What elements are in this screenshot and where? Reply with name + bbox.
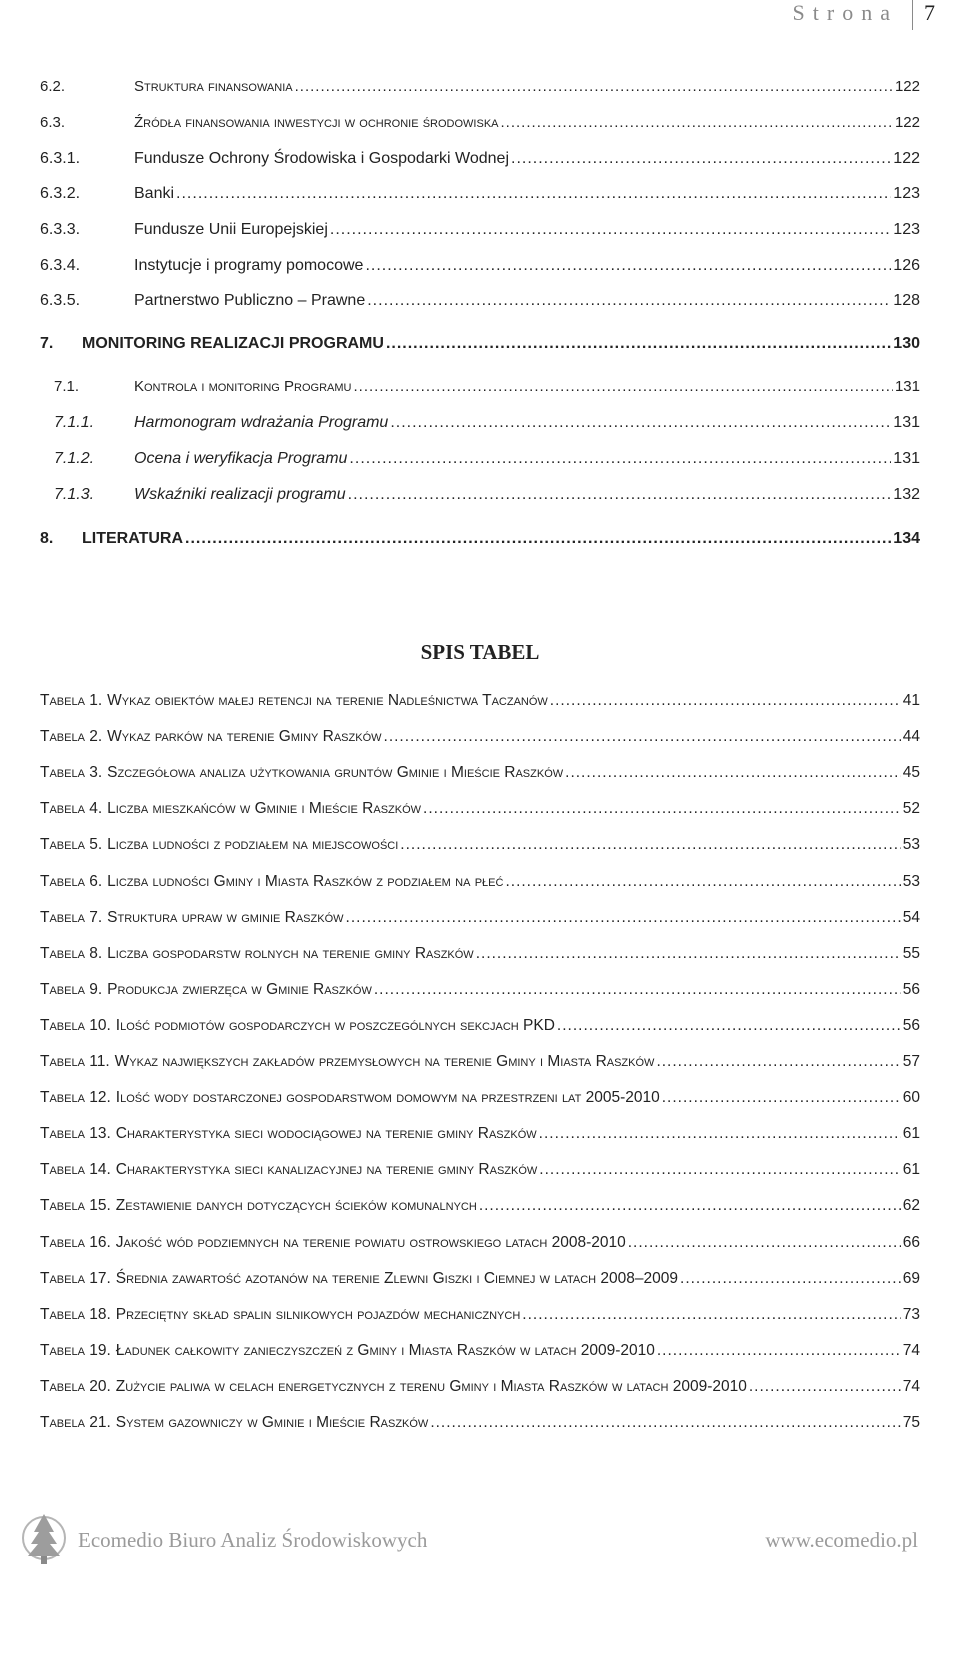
- table-entry-title: Liczba gospodarstw rolnych na terenie gminy Raszków: [107, 945, 474, 962]
- table-entry-number: Tabela 17.: [40, 1270, 111, 1287]
- table-entry-number: Tabela 21.: [40, 1414, 111, 1431]
- table-entry-title: Charakterystyka sieci kanalizacyjnej na terenie gminy Raszków: [115, 1161, 538, 1178]
- toc-entry-title: Struktura finansowania: [134, 78, 293, 95]
- table-list-entry[interactable]: [40, 1089, 920, 1117]
- table-entry-page: 56: [902, 1017, 920, 1034]
- table-entry-page: 62: [902, 1197, 920, 1214]
- dot-leader: [384, 728, 901, 746]
- toc-entry[interactable]: [54, 378, 920, 406]
- table-list-entry[interactable]: [40, 1306, 920, 1334]
- toc-entry-title: Kontrola i monitoring Programu: [134, 378, 352, 395]
- table-entry-number: Tabela 20.: [40, 1378, 111, 1395]
- table-entry-page: 54: [902, 909, 920, 926]
- pine-tree-logo-icon: [22, 1508, 66, 1566]
- table-entry-page: 53: [902, 836, 920, 853]
- table-list-entry[interactable]: [40, 836, 920, 864]
- toc-entry-page: 123: [893, 221, 920, 238]
- toc-entry[interactable]: [54, 414, 920, 442]
- dot-leader: [353, 378, 892, 395]
- table-entry-number: Tabela 2.: [40, 728, 103, 745]
- table-entry-title: Wykaz największych zakładów przemysłowych na terenie Gminy i Miasta Raszków: [114, 1053, 655, 1070]
- table-entry-number: Tabela 6.: [40, 873, 103, 890]
- table-entry-number: Tabela 9.: [40, 981, 103, 998]
- table-entry-number: Tabela 18.: [40, 1306, 111, 1323]
- tables-list-heading: SPIS TABEL: [420, 640, 540, 664]
- table-list-entry[interactable]: [40, 1270, 920, 1298]
- toc-entry[interactable]: [40, 292, 920, 320]
- table-entry-number: Tabela 15.: [40, 1197, 111, 1214]
- table-entry-number: Tabela 1.: [40, 692, 103, 709]
- table-entry-number: Tabela 16.: [40, 1234, 111, 1251]
- table-entry-number: Tabela 11.: [40, 1053, 110, 1070]
- dot-leader: [628, 1234, 901, 1252]
- toc-entry-number: 7.1.3.: [54, 486, 95, 503]
- toc-entry-title: Banki: [134, 185, 175, 202]
- table-entry-title: Liczba mieszkańców w Gminie i Mieście Raszków: [107, 800, 422, 817]
- dot-leader: [511, 150, 891, 168]
- table-list-entry[interactable]: [40, 909, 920, 937]
- dot-leader: [479, 1197, 901, 1215]
- toc-entry-number: 6.3.5.: [40, 292, 81, 309]
- table-entry-page: 41: [902, 692, 920, 709]
- table-entry-page: 66: [902, 1234, 920, 1251]
- toc-entry-number: 7.1.: [54, 378, 80, 395]
- toc-entry-title: Partnerstwo Publiczno – Prawne: [134, 292, 366, 309]
- toc-entry[interactable]: [40, 78, 920, 106]
- dot-leader: [501, 114, 893, 131]
- table-entry-page: 53: [902, 873, 920, 890]
- toc-entry-title: Wskaźniki realizacji programu: [134, 486, 346, 503]
- dot-leader: [348, 486, 892, 504]
- table-entry-title: Liczba ludności z podziałem na miejscowości: [107, 836, 399, 853]
- table-list-entry[interactable]: [40, 945, 920, 973]
- table-entry-title: Jakość wód podziemnych na terenie powiatu ostrowskiego latach 2008-2010: [115, 1234, 626, 1251]
- table-entry-page: 52: [902, 800, 920, 817]
- table-entry-number: Tabela 3.: [40, 764, 103, 781]
- toc-entry[interactable]: [40, 530, 920, 558]
- table-list-entry[interactable]: [40, 1053, 920, 1081]
- table-list-entry[interactable]: [40, 1161, 920, 1189]
- toc-entry-page: 130: [893, 335, 920, 352]
- table-list-entry[interactable]: [40, 800, 920, 828]
- toc-entry-number: 6.2.: [40, 78, 66, 95]
- dot-leader: [505, 873, 900, 891]
- table-entry-page: 45: [902, 764, 920, 781]
- table-entry-number: Tabela 4.: [40, 800, 103, 817]
- dot-leader: [185, 530, 891, 548]
- table-entry-title: Przeciętny skład spalin silnikowych pojazdów mechanicznych: [115, 1306, 521, 1323]
- toc-entry-page: 123: [893, 185, 920, 202]
- table-entry-title: System gazowniczy w Gminie i Mieście Raszków: [115, 1414, 429, 1431]
- dot-leader: [476, 945, 901, 963]
- table-entry-title: Ładunek całkowity zanieczyszczeń z Gminy i Miasta Raszków w latach 2009-2010: [115, 1342, 655, 1359]
- toc-entry-number: 6.3.2.: [40, 185, 81, 202]
- table-entry-number: Tabela 13.: [40, 1125, 111, 1142]
- table-list-entry[interactable]: [40, 981, 920, 1009]
- table-entry-title: Struktura upraw w gminie Raszków: [107, 909, 344, 926]
- table-entry-page: 74: [902, 1342, 920, 1359]
- toc-entry-page: 134: [893, 530, 920, 547]
- dot-leader: [295, 78, 893, 95]
- toc-entry-number: 7.1.2.: [54, 450, 95, 467]
- footer-brand: Ecomedio Biuro Analiz Środowiskowych: [78, 1528, 428, 1552]
- toc-entry-title: Instytucje i programy pomocowe: [134, 257, 364, 274]
- table-list-entry[interactable]: [40, 728, 920, 756]
- table-entry-page: 44: [902, 728, 920, 745]
- table-entry-number: Tabela 19.: [40, 1342, 111, 1359]
- table-list-entry[interactable]: [40, 1342, 920, 1370]
- dot-leader: [330, 221, 891, 239]
- toc-entry-page: 122: [894, 78, 920, 95]
- toc-entry[interactable]: [40, 185, 920, 213]
- toc-entry[interactable]: [40, 221, 920, 249]
- table-entry-title: Liczba ludności Gminy i Miasta Raszków z podziałem na płeć: [107, 873, 504, 890]
- toc-entry-page: 131: [893, 414, 920, 431]
- toc-entry-number: 7.1.1.: [54, 414, 95, 431]
- toc-entry-page: 128: [893, 292, 920, 309]
- toc-entry-page: 122: [893, 150, 920, 167]
- toc-entry-number: 6.3.4.: [40, 257, 81, 274]
- table-entry-page: 61: [902, 1161, 920, 1178]
- page-footer: [0, 1508, 960, 1578]
- header-divider: [912, 0, 913, 30]
- table-list-entry[interactable]: [40, 1234, 920, 1262]
- toc-entry-title: Źródła finansowania inwestycji w ochronie środowiska: [134, 114, 499, 131]
- table-entry-title: Szczegółowa analiza użytkowania gruntów Gminie i Mieście Raszków: [107, 764, 564, 781]
- table-list-entry[interactable]: [40, 873, 920, 901]
- dot-leader: [390, 414, 891, 432]
- footer-url[interactable]: www.ecomedio.pl: [765, 1528, 918, 1552]
- dot-leader: [423, 800, 901, 818]
- table-entry-page: 69: [902, 1270, 920, 1287]
- dot-leader: [539, 1125, 901, 1143]
- toc-entry-page: 131: [893, 450, 920, 467]
- dot-leader: [386, 335, 891, 353]
- dot-leader: [749, 1378, 901, 1396]
- table-entry-number: Tabela 5.: [40, 836, 103, 853]
- dot-leader: [367, 292, 891, 310]
- toc-entry-title: Fundusze Unii Europejskiej: [134, 221, 328, 238]
- table-list-entry[interactable]: [40, 1197, 920, 1225]
- toc-entry-title: Fundusze Ochrony Środowiska i Gospodarki Wodnej: [134, 150, 509, 167]
- toc-entry-page: 122: [894, 114, 920, 131]
- toc-entry-page: 132: [893, 486, 920, 503]
- dot-leader: [365, 257, 891, 275]
- dot-leader: [539, 1161, 900, 1179]
- toc-entry-number: 8.: [40, 530, 54, 547]
- table-entry-title: Zużycie paliwa w celach energetycznych z terenu Gminy i Miasta Raszków w latach 2009-2010: [115, 1378, 747, 1395]
- table-entry-page: 74: [902, 1378, 920, 1395]
- table-entry-page: 73: [902, 1306, 920, 1323]
- table-entry-number: Tabela 12.: [40, 1089, 111, 1106]
- dot-leader: [522, 1306, 900, 1324]
- dot-leader: [657, 1342, 901, 1360]
- table-entry-page: 61: [902, 1125, 920, 1142]
- table-list-entry[interactable]: [40, 1414, 920, 1442]
- table-list-entry[interactable]: [40, 764, 920, 792]
- table-entry-title: Ilość wody dostarczonej gospodarstwom domowym na przestrzeni lat 2005-2010: [115, 1089, 660, 1106]
- table-entry-page: 56: [902, 981, 920, 998]
- table-entry-number: Tabela 14.: [40, 1161, 111, 1178]
- table-entry-title: Średnia zawartość azotanów na terenie Zlewni Giszki i Ciemnej w latach 2008–2009: [115, 1270, 679, 1287]
- toc-entry[interactable]: [40, 257, 920, 285]
- table-entry-number: Tabela 7.: [40, 909, 103, 926]
- toc-entry-number: 6.3.1.: [40, 150, 81, 167]
- toc-entry[interactable]: [40, 150, 920, 178]
- toc-entry[interactable]: [40, 114, 920, 142]
- toc-entry-page: 131: [894, 378, 920, 395]
- dot-leader: [557, 1017, 901, 1035]
- table-entry-title: Wykaz parków na terenie Gminy Raszków: [107, 728, 382, 745]
- table-entry-number: Tabela 10.: [40, 1017, 111, 1034]
- toc-entry-title: Ocena i weryfikacja Programu: [134, 450, 348, 467]
- toc-entry-number: 7.: [40, 335, 54, 352]
- table-entry-page: 75: [902, 1414, 920, 1431]
- dot-leader: [430, 1414, 900, 1432]
- toc-entry[interactable]: [54, 486, 920, 514]
- toc-entry-number: 6.3.3.: [40, 221, 81, 238]
- table-entry-page: 60: [902, 1089, 920, 1106]
- table-entry-title: Produkcja zwierzęca w Gminie Raszków: [107, 981, 372, 998]
- dot-leader: [374, 981, 901, 999]
- toc-entry-title: LITERATURA: [82, 530, 184, 547]
- dot-leader: [349, 450, 891, 468]
- dot-leader: [400, 836, 900, 854]
- table-list-entry[interactable]: [40, 1378, 920, 1406]
- table-entry-title: Ilość podmiotów gospodarczych w poszczególnych sekcjach PKD: [115, 1017, 555, 1034]
- page-header: [0, 0, 960, 40]
- toc-entry[interactable]: [40, 335, 920, 363]
- dot-leader: [346, 909, 901, 927]
- table-entry-title: Wykaz obiektów małej retencji na terenie Nadleśnictwa Taczanów: [107, 692, 548, 709]
- toc-entry-title: Harmonogram wdrażania Programu: [134, 414, 389, 431]
- dot-leader: [680, 1270, 901, 1288]
- toc-entry-title: MONITORING REALIZACJI PROGRAMU: [82, 335, 384, 352]
- toc-entry-page: 126: [893, 257, 920, 274]
- dot-leader: [662, 1089, 901, 1107]
- toc-entry[interactable]: [54, 450, 920, 478]
- toc-entry-number: 6.3.: [40, 114, 66, 131]
- table-entry-title: Zestawienie danych dotyczących ścieków komunalnych: [115, 1197, 477, 1214]
- table-list-entry[interactable]: [40, 692, 920, 720]
- page-label: Strona: [792, 0, 898, 25]
- table-list-entry[interactable]: [40, 1017, 920, 1045]
- table-list-entry[interactable]: [40, 1125, 920, 1153]
- table-entry-page: 57: [902, 1053, 920, 1070]
- dot-leader: [176, 185, 891, 203]
- table-entry-page: 55: [902, 945, 920, 962]
- dot-leader: [565, 764, 901, 782]
- table-entry-number: Tabela 8.: [40, 945, 103, 962]
- dot-leader: [550, 692, 901, 710]
- table-entry-title: Charakterystyka sieci wodociągowej na terenie gminy Raszków: [115, 1125, 537, 1142]
- page-number: 7: [924, 0, 935, 25]
- dot-leader: [656, 1053, 900, 1071]
